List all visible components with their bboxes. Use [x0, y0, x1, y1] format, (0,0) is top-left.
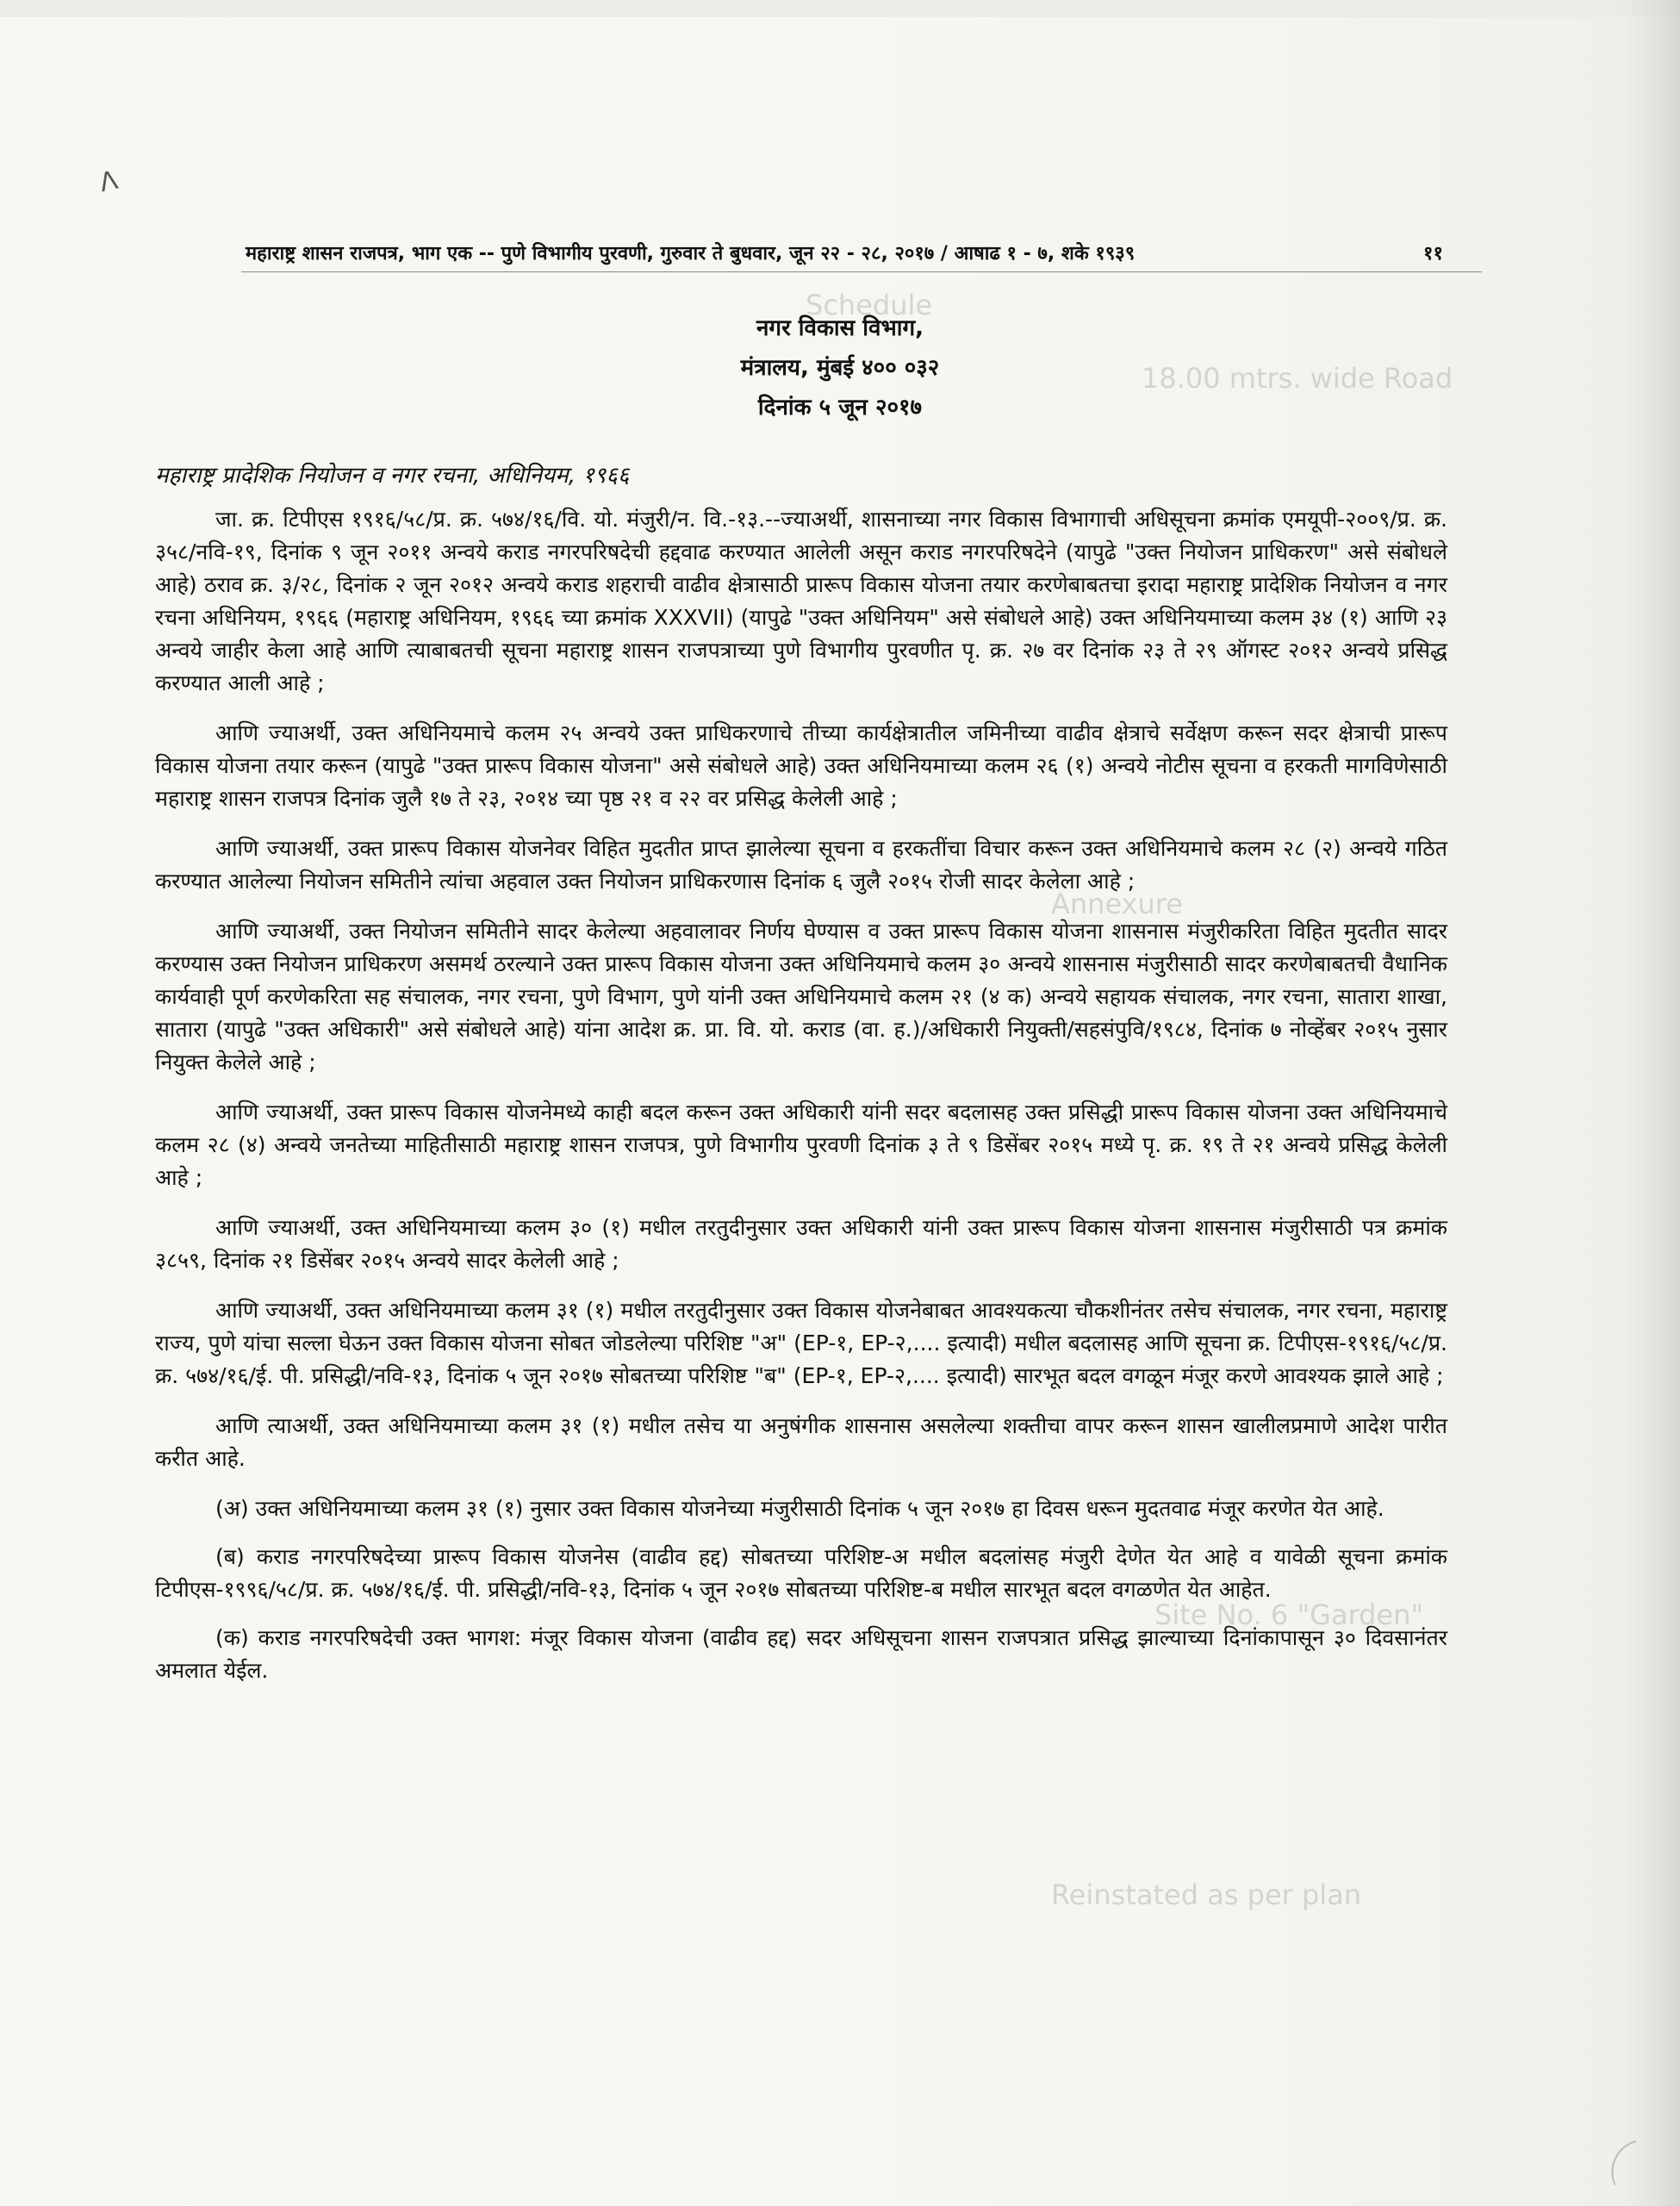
header-divider — [241, 271, 1482, 272]
department-block — [560, 308, 1120, 427]
paragraph-8: आणि त्याअर्थी, उक्त अधिनियमाच्या कलम ३१ (१) मधील तसेच या अनुषंगीक शासनास असलेल्या शक्तीचा वापर करून शासन खालीलप्रमाणे आदेश पारीत करीत आहे. — [155, 1413, 1447, 1471]
paragraph-2: आणि ज्याअर्थी, उक्त अधिनियमाचे कलम २५ अन्वये उक्त प्राधिकरणाचे तीच्या कार्यक्षेत्रातील जमिनीच्या वाढीव क्षेत्राचे सर्वेक्षण करून सदर क्षेत्राची प्रारूप विकास योजना तयार करून (यापुढे "उक्त प्रारूप विकास योजना" असे संबोधले आहे) उक्त अधिनियमाच्या कलम २६ (१) अन्वये नोटीस सूचना व हरकती मागविणेसाठी महाराष्ट्र शासन राजपत्र दिनांक जुलै १७ ते २३, २०१४ च्या पृष्ठ २१ व २२ वर प्रसिद्ध केलेली आहे ; — [155, 720, 1447, 811]
bleed-through-text: Reinstated as per plan — [1051, 1879, 1362, 1911]
handwritten-mark-icon: ᐱ — [96, 165, 121, 199]
clause-b: (ब) कराड नगरपरिषदेच्या प्रारूप विकास योजनेस (वाढीव हद्द) सोबतच्या परिशिष्ट-अ मधील बदलांसह मंजुरी देणेत येत आहे व यावेळी सूचना क्रमांक टिपीएस-१९९६/५८/प्र. क्र. ५७४/१६/ई. पी. प्रसिद्धी/नवि-१३, दिनांक ५ जून २०१७ सोबतच्या परिशिष्ट-ब मधील सारभूत बदल वगळणेत येत आहेत. — [155, 1544, 1447, 1602]
paragraph-4: आणि ज्याअर्थी, उक्त नियोजन समितीने सादर केलेल्या अहवालावर निर्णय घेण्यास व उक्त प्रारूप विकास योजना शासनास मंजुरीकरिता विहित मुदतीत सादर करण्यास उक्त नियोजन प्राधिकरण असमर्थ ठरल्याने उक्त प्रारूप विकास योजना उक्त अधिनियमाचे कलम ३० अन्वये शासनास मंजुरीसाठी सादर करणेबाबतची वैधानिक कार्यवाही पूर्ण करणेकरिता सह संचालक, नगर रचना, पुणे विभाग, पुणे यांनी उक्त अधिनियमाचे कलम २१ (४ क) अन्वये सहायक संचालक, नगर रचना, सातारा शाखा, सातारा (यापुढे "उक्त अधिकारी" असे संबोधले आहे) यांना आदेश क्र. प्रा. वि. यो. कराड (वा. ह.)/अधिकारी नियुक्ती/सहसंपुवि/१९८४, दिनांक ७ नोव्हेंबर २०१५ नुसार नियुक्त केलेले आहे ; — [155, 919, 1447, 1075]
paragraph-1: जा. क्र. टिपीएस १९१६/५८/प्र. क्र. ५७४/१६/वि. यो. मंजुरी/न. वि.-१३.--ज्याअर्थी, शासनाच्या नगर विकास विभागाची अधिसूचना क्रमांक एमयूपी-२००९/प्र. क्र. ३५८/नवि-१९, दिनांक ९ जून २०११ अन्वये कराड नगरपरिषदेची हद्दवाढ करण्यात आलेली असून कराड नगरपरिषदेने (यापुढे "उक्त नियोजन प्राधिकरण" असे संबोधले आहे) ठराव क्र. ३/२८, दिनांक २ जून २०१२ अन्वये कराड शहराची वाढीव क्षेत्रासाठी प्रारूप विकास योजना तयार करणेबाबतचा इरादा महाराष्ट्र प्रादेशिक नियोजन व नगर रचना अधिनियम, १९६६ (महाराष्ट्र अधिनियम, १९६६ च्या क्रमांक XXXVII) (यापुढे "उक्त अधिनियम" असे संबोधले आहे) उक्त अधिनियमाच्या कलम ३४ (१) आणि २३ अन्वये जाहीर केला आहे आणि त्याबाबतची सूचना महाराष्ट्र शासन राजपत्राच्या पुणे विभागीय पुरवणीत पृ. क्र. २७ वर दिनांक २३ ते २९ ऑगस्ट २०१२ अन्वये प्रसिद्ध करण्यात आली आहे ; — [155, 507, 1447, 695]
department-address: मंत्रालय, मुंबई ४०० ०३२ — [740, 355, 940, 381]
clause-a: (अ) उक्त अधिनियमाच्या कलम ३१ (१) नुसार उक्त विकास योजनेच्या मंजुरीसाठी दिनांक ५ जून २०१७ हा दिवस धरून मुदतवाढ मंजूर करणेत येत आहे. — [215, 1496, 1384, 1521]
notification-body — [155, 503, 1447, 1704]
bleed-through-text: Annexure — [1051, 888, 1183, 920]
bleed-through-text: 18.00 mtrs. wide Road — [1142, 362, 1453, 395]
page-number: ११ — [1423, 243, 1443, 265]
gazette-header: महाराष्ट्र शासन राजपत्र, भाग एक -- पुणे विभागीय पुरवणी, गुरुवार ते बुधवार, जून २२ - २८, २०१७ / आषाढ १ - ७, शके १९३९ — [246, 243, 1136, 265]
paragraph-5: आणि ज्याअर्थी, उक्त प्रारूप विकास योजनेमध्ये काही बदल करून उक्त अधिकारी यांनी सदर बदलासह उक्त प्रसिद्धी प्रारूप विकास योजना उक्त अधिनियमाचे कलम २८ (४) अन्वये जनतेच्या माहितीसाठी महाराष्ट्र शासन राजपत्र, पुणे विभागीय पुरवणी दिनांक ३ ते ९ डिसेंबर २०१५ मध्ये पृ. क्र. १९ ते २१ अन्वये प्रसिद्ध केलेली आहे ; — [155, 1100, 1447, 1190]
clause-c: (क) कराड नगरपरिषदेची उक्त भागश: मंजूर विकास योजना (वाढीव हद्द) सदर अधिसूचना शासन राजपत्रात प्रसिद्ध झाल्याच्या दिनांकापासून ३० दिवसानंतर अमलात येईल. — [155, 1625, 1447, 1683]
paragraph-6: आणि ज्याअर्थी, उक्त अधिनियमाच्या कलम ३० (१) मधील तरतुदीनुसार उक्त अधिकारी यांनी उक्त प्रारूप विकास योजना शासनास मंजुरीसाठी पत्र क्रमांक ३८५९, दिनांक २१ डिसेंबर २०१५ अन्वये सादर केलेली आहे ; — [155, 1215, 1447, 1273]
paragraph-7: आणि ज्याअर्थी, उक्त अधिनियमाच्या कलम ३१ (१) मधील तरतुदीनुसार उक्त विकास योजनेबाबत आवश्यकत्या चौकशीनंतर तसेच संचालक, नगर रचना, महाराष्ट्र राज्य, पुणे यांचा सल्ला घेऊन उक्त विकास योजना सोबत जोडलेल्या परिशिष्ट "अ" (EP-१, EP-२,.... इत्यादी) मधील बदलासह आणि सूचना क्र. टिपीएस-१९१६/५८/प्र. क्र. ५७४/१६/ई. पी. प्रसिद्धी/नवि-१३, दिनांक ५ जून २०१७ सोबतच्या परिशिष्ट "ब" (EP-१, EP-२,.... इत्यादी) सारभूत बदल वगळून मंजूर करणे आवश्यक झाले आहे ; — [155, 1298, 1447, 1388]
paragraph-3: आणि ज्याअर्थी, उक्त प्रारूप विकास योजनेवर विहित मुदतीत प्राप्त झालेल्या सूचना व हरकतींचा विचार करून उक्त अधिनियमाचे कलम २८ (२) अन्वये गठित करण्यात आलेल्या नियोजन समितीने त्यांचा अहवाल उक्त नियोजन प्राधिकरणास दिनांक ६ जुलै २०१५ रोजी सादर केलेला आहे ; — [155, 836, 1447, 894]
scan-top-band — [0, 0, 1680, 17]
act-title: महाराष्ट्र प्रादेशिक नियोजन व नगर रचना, अधिनियम, १९६६ — [155, 463, 630, 489]
page-edge-shadow — [1620, 0, 1680, 2206]
bleed-through-text: Schedule — [806, 289, 933, 321]
department-name: नगर विकास विभाग, — [756, 315, 924, 341]
department-date: दिनांक ५ जून २०१७ — [757, 395, 923, 421]
bleed-through-text: Site No. 6 "Garden" — [1154, 1598, 1424, 1631]
